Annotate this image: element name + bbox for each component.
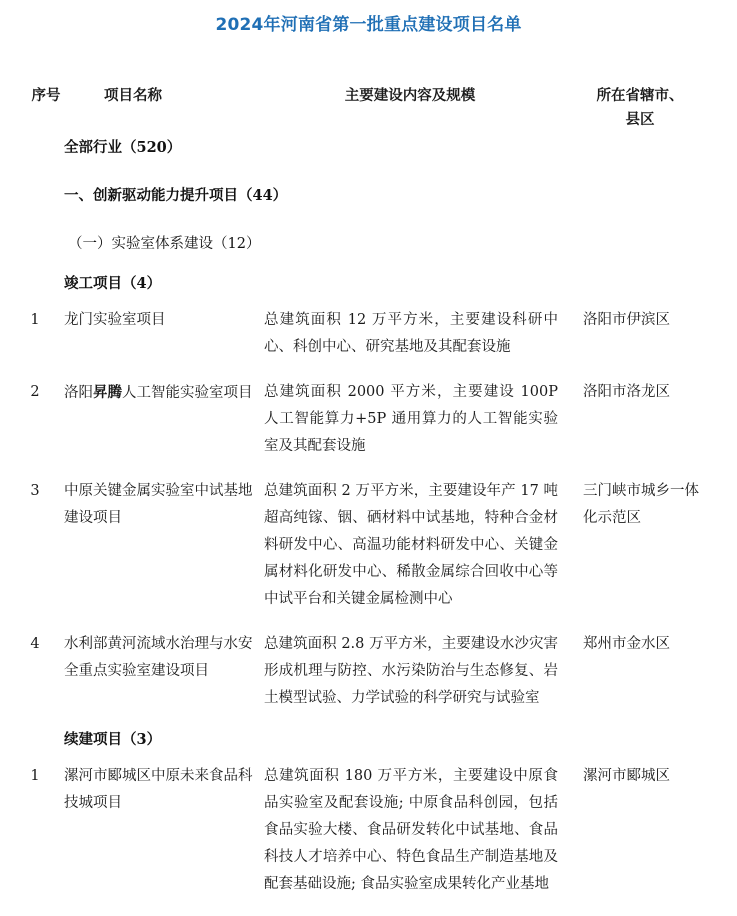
project-name-part: 人工智能实验室项目: [122, 385, 253, 401]
table-row: [0, 307, 737, 361]
project-name-part: 洛阳: [64, 385, 93, 401]
table-header-row: [0, 84, 737, 132]
table-row: [0, 379, 737, 460]
row-region: 漯河市郾城区: [583, 768, 670, 784]
table-row: [0, 631, 737, 712]
row-project-name: 漯河市郾城区中原未来食品科技城项目: [64, 768, 253, 811]
row-content-scale: 总建筑面积 2000 平方米，主要建设 100P 人工智能算力+5P 通用算力的人工智能实验室及其配套设施: [264, 384, 558, 454]
column-header-region-line2: 县区: [625, 112, 655, 128]
row-index: 1: [30, 312, 40, 328]
row-index: 1: [30, 768, 40, 784]
row-region: 洛阳市洛龙区: [583, 384, 670, 400]
section-completed-projects: 竣工项目（4）: [64, 275, 162, 292]
table-row: [0, 478, 737, 613]
row-content-scale: 总建筑面积 2 万平方米，主要建设年产 17 吨超高纯镓、铟、硒材料中试基地，特种合金材料研发中心、高温功能材料研发中心、关键金属材料化研发中心、稀散金属综合回收中心等中试平台和关键金属检测中心: [264, 483, 558, 607]
ongoing-project-list: [0, 763, 737, 898]
document-body: [0, 138, 737, 916]
row-index: 2: [30, 384, 40, 400]
row-project-name: [64, 379, 254, 407]
completed-project-list: [0, 307, 737, 712]
page-title: 2024年河南省第一批重点建设项目名单: [215, 15, 522, 35]
column-header-content-scale: 主要建设内容及规模: [344, 88, 476, 104]
row-project-name: 龙门实验室项目: [64, 312, 166, 328]
column-header-index: 序号: [31, 88, 61, 104]
table-row: [0, 763, 737, 898]
project-name-emphasis: 昇腾: [93, 384, 122, 401]
column-header-region: [560, 84, 720, 132]
row-project-name: 中原关键金属实验室中试基地建设项目: [64, 483, 253, 526]
row-content-scale: 总建筑面积 2.8 万平方米，主要建设水沙灾害形成机理与防控、水污染防治与生态修复、岩土模型试验、力学试验的科学研究与试验室: [264, 636, 558, 706]
section-category-one: 一、创新驱动能力提升项目（44）: [64, 187, 288, 204]
section-subcategory-one: （一）实验室体系建设（12）: [68, 236, 261, 252]
row-content-scale: 总建筑面积 12 万平方米，主要建设科研中心、科创中心、研究基地及其配套设施: [264, 312, 558, 355]
column-header-region-line1: 所在省辖市、: [596, 88, 684, 104]
section-all-industries: 全部行业（520）: [64, 139, 182, 156]
row-region: 洛阳市伊滨区: [583, 312, 670, 328]
row-project-name: 水利部黄河流域水治理与水安全重点实验室建设项目: [64, 636, 253, 679]
row-index: 4: [30, 636, 40, 652]
section-ongoing-projects: 续建项目（3）: [64, 731, 162, 748]
column-header-project-name: 项目名称: [104, 88, 162, 104]
row-index: 3: [30, 483, 40, 499]
row-region: 郑州市金水区: [583, 636, 670, 652]
row-region: 三门峡市城乡一体化示范区: [583, 483, 699, 526]
row-content-scale: 总建筑面积 180 万平方米，主要建设中原食品实验室及配套设施; 中原食品科创园，包括食品实验大楼、食品研发转化中试基地、食品科技人才培养中心、特色食品生产制造基地及配套基础设施; 食品实验室成果转化产业基地: [264, 768, 558, 892]
